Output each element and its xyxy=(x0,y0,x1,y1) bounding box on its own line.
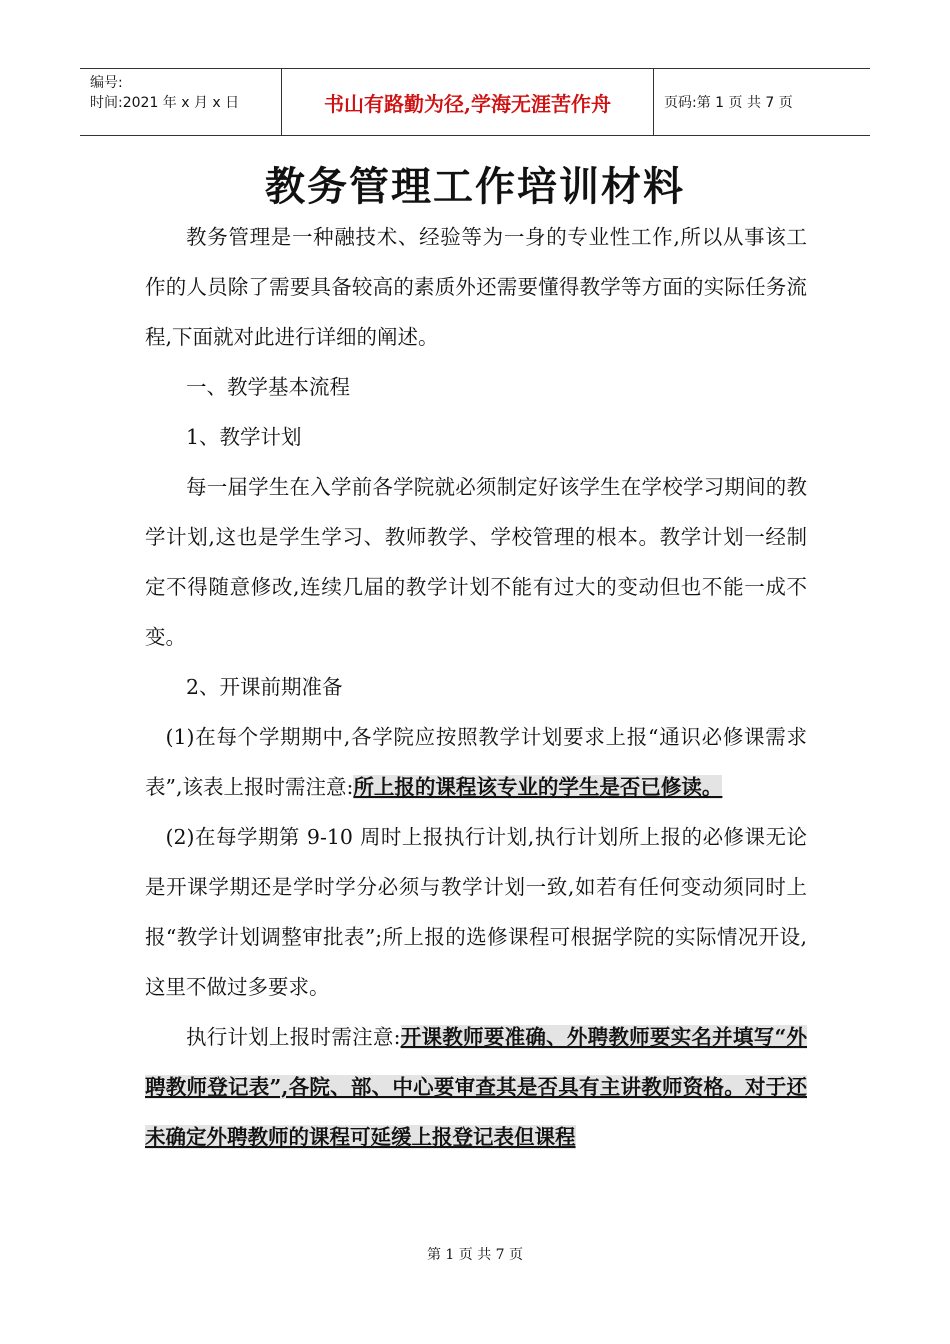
item-1-text: (1)在每个学期期中,各学院应按照教学计划要求上报“通识必修课需求表”,该表上报时需注意: xyxy=(145,725,807,799)
header-page-info: 页码:第 1 页 共 7 页 xyxy=(664,95,793,111)
number-label: 编号: xyxy=(90,75,123,91)
header-motto: 书山有路勤为径,学海无涯苦作舟 xyxy=(282,69,654,135)
item-1-highlight: 所上报的课程该专业的学生是否已修读。 xyxy=(353,775,723,799)
paragraph-intro: 教务管理是一种融技术、经验等为一身的专业性工作,所以从事该工作的人员除了需要具备较高的素质外还需要懂得教学等方面的实际任务流程,下面就对此进行详细的阐述。 xyxy=(145,225,807,349)
document-body xyxy=(145,212,807,1162)
header-left-cell xyxy=(80,69,282,135)
paragraph-plan: 每一届学生在入学前各学院就必须制定好该学生在学校学习期间的教学计划,这也是学生学习、教师教学、学校管理的根本。教学计划一经制定不得随意修改,连续几届的教学计划不能有过大的变动但也不能一成不变。 xyxy=(145,475,807,649)
time-label: 时间:2021 年 x 月 x 日 xyxy=(90,95,240,111)
section-heading: 一、教学基本流程 xyxy=(186,375,350,399)
paragraph-item-2: (2)在每学期第 9-10 周时上报执行计划,执行计划所上报的必修课无论是开课学期还是学时学分必须与教学计划一致,如若有任何变动须同时上报“教学计划调整审批表”;所上报的选修课程可根据学院的实际情况开设,这里不做过多要求。 xyxy=(145,825,807,999)
notice-text: 执行计划上报时需注意: xyxy=(186,1025,401,1049)
page-footer: 第 1 页 共 7 页 xyxy=(426,1247,524,1263)
header-table xyxy=(80,68,870,136)
document-title: 教务管理工作培训材料 xyxy=(265,163,685,210)
subsection-heading: 2、开课前期准备 xyxy=(186,675,343,699)
subsection-heading: 1、教学计划 xyxy=(186,425,302,449)
paragraph-notice xyxy=(145,1012,807,1162)
paragraph-item-1 xyxy=(145,712,807,812)
notice-highlight: 开课教师要准确、外聘教师要实名并填写“外聘教师登记表”,各院、部、中心要审查其是否具有主讲教师资格。对于还未确定外聘教师的课程可延缓上报登记表但课程 xyxy=(145,1025,808,1149)
